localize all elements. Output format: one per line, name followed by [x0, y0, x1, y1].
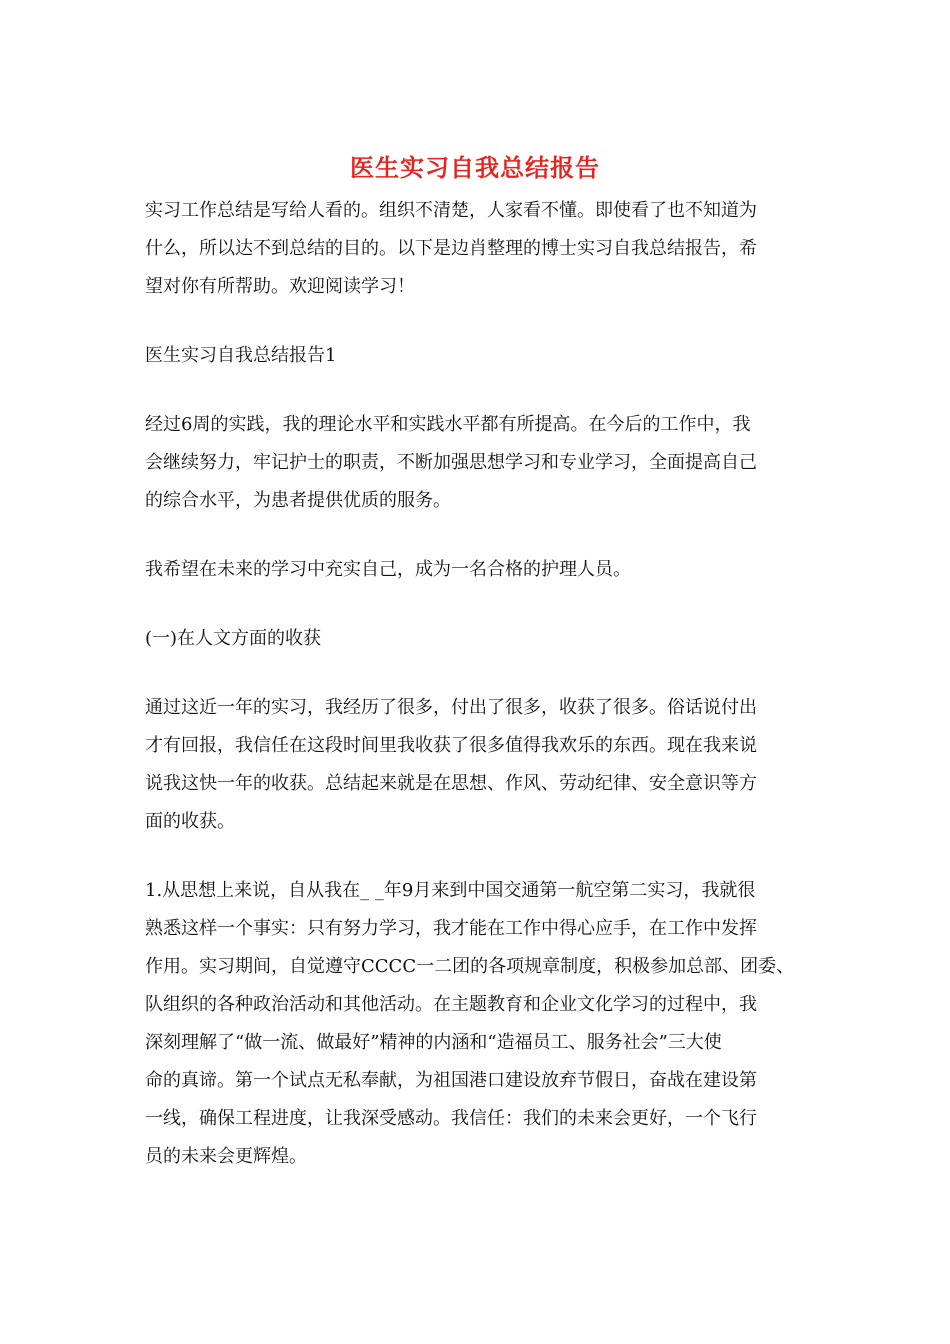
paragraph-line: 通过这近一年的实习，我经历了很多，付出了很多，收获了很多。俗话说付出: [145, 697, 757, 718]
paragraph-line: 作用。实习期间，自觉遵守CCCC一二团的各项规章制度，积极参加总部、团委、: [145, 956, 795, 977]
subsection-heading: [145, 620, 825, 658]
paragraph-line: 才有回报，我信任在这段时间里我收获了很多值得我欢乐的东西。现在我来说: [145, 735, 757, 756]
body-paragraph: [145, 689, 825, 841]
document-title: 医生实习自我总结报告: [350, 153, 600, 182]
paragraph-line: 我希望在未来的学习中充实自己，成为一名合格的护理人员。: [145, 559, 631, 580]
paragraph-line: 望对你有所帮助。欢迎阅读学习！: [145, 276, 415, 297]
paragraph-line: (一)在人文方面的收获: [145, 628, 322, 649]
paragraph-line: 熟悉这样一个事实：只有努力学习，我才能在工作中得心应手，在工作中发挥: [145, 918, 757, 939]
paragraph-line: 会继续努力，牢记护士的职责，不断加强思想学习和专业学习，全面提高自己: [145, 452, 757, 473]
paragraph-line: 的综合水平，为患者提供优质的服务。: [145, 490, 451, 511]
section-heading: [145, 337, 825, 375]
paragraph-line: 员的未来会更辉煌。: [145, 1146, 307, 1167]
body-paragraph: [145, 872, 825, 1176]
document-body: [145, 192, 825, 1207]
paragraph-line: 深刻理解了“做一流、做最好”精神的内涵和“造福员工、服务社会”三大使: [145, 1032, 722, 1053]
body-paragraph: [145, 551, 825, 589]
body-paragraph: [145, 406, 825, 520]
paragraph-line: 经过6周的实践，我的理论水平和实践水平都有所提高。在今后的工作中，我: [145, 414, 751, 435]
paragraph-line: 1.从思想上来说，自从我在_ _年9月来到中国交通第一航空第二实习，我就很: [145, 880, 756, 901]
paragraph-line: 说我这快一年的收获。总结起来就是在思想、作风、劳动纪律、安全意识等方: [145, 773, 757, 794]
paragraph-line: 一线，确保工程进度，让我深受感动。我信任：我们的未来会更好，一个飞行: [145, 1108, 757, 1129]
intro-paragraph: [145, 192, 825, 306]
paragraph-line: 什么，所以达不到总结的目的。以下是边肖整理的博士实习自我总结报告，希: [145, 238, 757, 259]
paragraph-line: 命的真谛。第一个试点无私奉献，为祖国港口建设放弃节假日，奋战在建设第: [145, 1070, 757, 1091]
paragraph-line: 实习工作总结是写给人看的。组织不清楚，人家看不懂。即使看了也不知道为: [145, 200, 757, 221]
paragraph-line: 队组织的各种政治活动和其他活动。在主题教育和企业文化学习的过程中，我: [145, 994, 757, 1015]
paragraph-line: 医生实习自我总结报告1: [145, 345, 337, 366]
paragraph-line: 面的收获。: [145, 811, 235, 832]
